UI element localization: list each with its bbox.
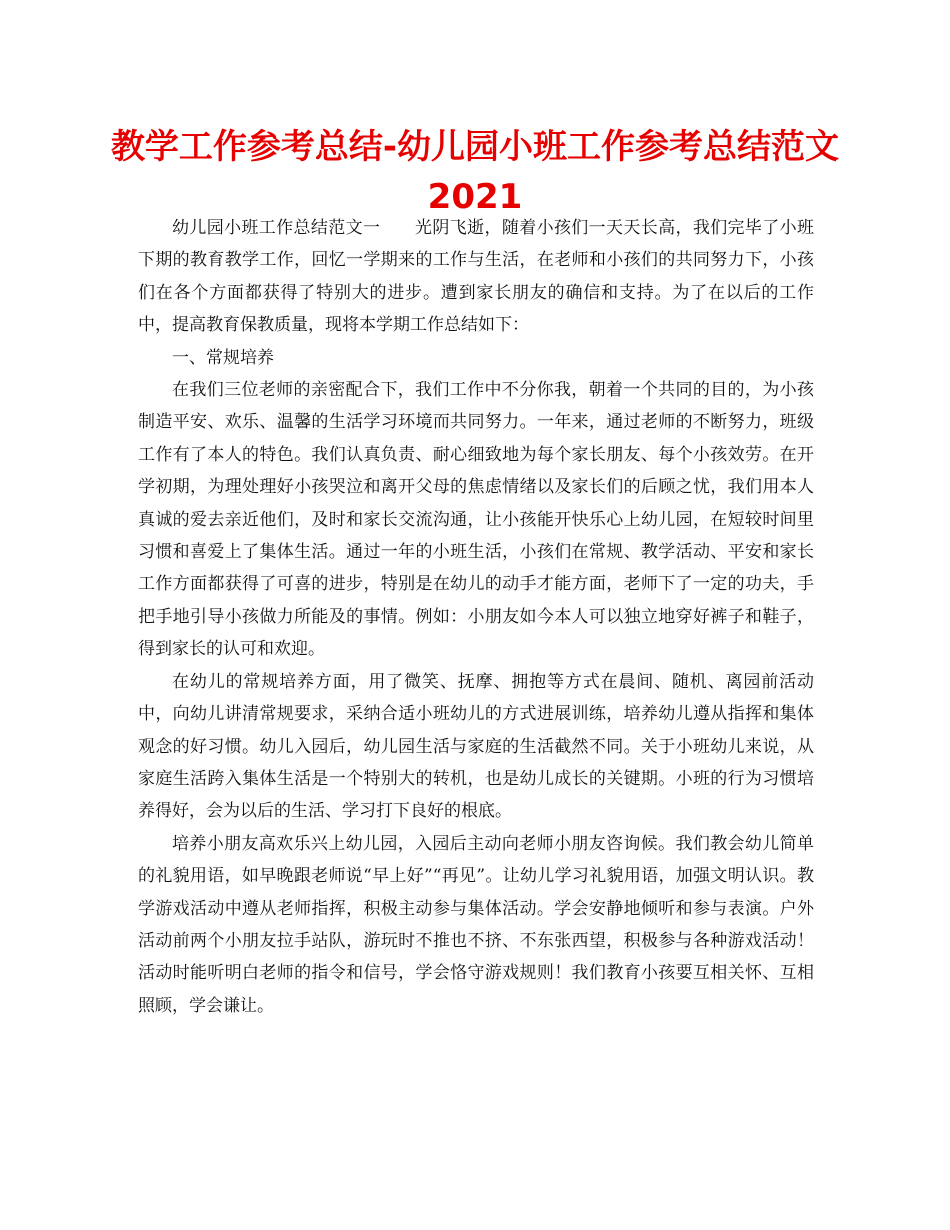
section-heading-routine: 一、常规培养 <box>172 347 274 368</box>
paragraph-routine-training: 在幼儿的常规培养方面，用了微笑、抚摩、拥抱等方式在晨间、随机、离园前活动中，向幼儿讲清常规要求，采纳合适小班幼儿的方式进展训练，培养幼儿遵从指挥和集体观念的好习惯。幼儿入园后，幼儿园生活与家庭的生活截然不同。关于小班幼儿来说，从家庭生活跨入集体生活是一个特别大的转机，也是幼儿成长的关键期。小班的行为习惯培养得好，会为以后的生活、学习打下良好的根底。 <box>138 671 814 822</box>
document-title: 教学工作参考总结-幼儿园小班工作参考总结范文2021 <box>110 127 840 217</box>
paragraph-manners: 培养小朋友高欢乐兴上幼儿园，入园后主动向老师小朋友咨询候。我们教会幼儿简单的礼貌用语，如早晚跟老师说“早上好”“再见”。让幼儿学习礼貌用语，加强文明认识。教学游戏活动中遵从老师指挥，积极主动参与集体活动。学会安静地倾听和参与表演。户外活动前两个小朋友拉手站队，游玩时不推也不挤、不东张西望，积极参与各种游戏活动！活动时能听明白老师的指令和信号，学会恪守游戏规则！我们教育小孩要互相关怀、互相照顾，学会谦让。 <box>138 833 814 1016</box>
document-body <box>138 212 814 1022</box>
paragraph-intro: 幼儿园小班工作总结范文一 光阴飞逝，随着小孩们一天天长高，我们完毕了小班下期的教育教学工作，回忆一学期来的工作与生活，在老师和小孩们的共同努力下，小孩们在各个方面都获得了特别大的进步。遭到家长朋友的确信和支持。为了在以后的工作中，提高教育保教质量，现将本学期工作总结如下： <box>138 218 814 336</box>
paragraph-teamwork: 在我们三位老师的亲密配合下，我们工作中不分你我，朝着一个共同的目的，为小孩制造平安、欢乐、温馨的生活学习环境而共同努力。一年来，通过老师的不断努力，班级工作有了本人的特色。我们认真负责、耐心细致地为每个家长朋友、每个小孩效劳。在开学初期，为理处理好小孩哭泣和离开父母的焦虑情绪以及家长们的后顾之忧，我们用本人真诚的爱去亲近他们，及时和家长交流沟通，让小孩能开快乐心上幼儿园，在短较时间里习惯和喜爱上了集体生活。通过一年的小班生活，小孩们在常规、教学活动、平安和家长工作方面都获得了可喜的进步，特别是在幼儿的动手才能方面，老师下了一定的功夫，手把手地引导小孩做力所能及的事情。例如：小朋友如今本人可以独立地穿好裤子和鞋子，得到家长的认可和欢迎。 <box>138 380 814 660</box>
